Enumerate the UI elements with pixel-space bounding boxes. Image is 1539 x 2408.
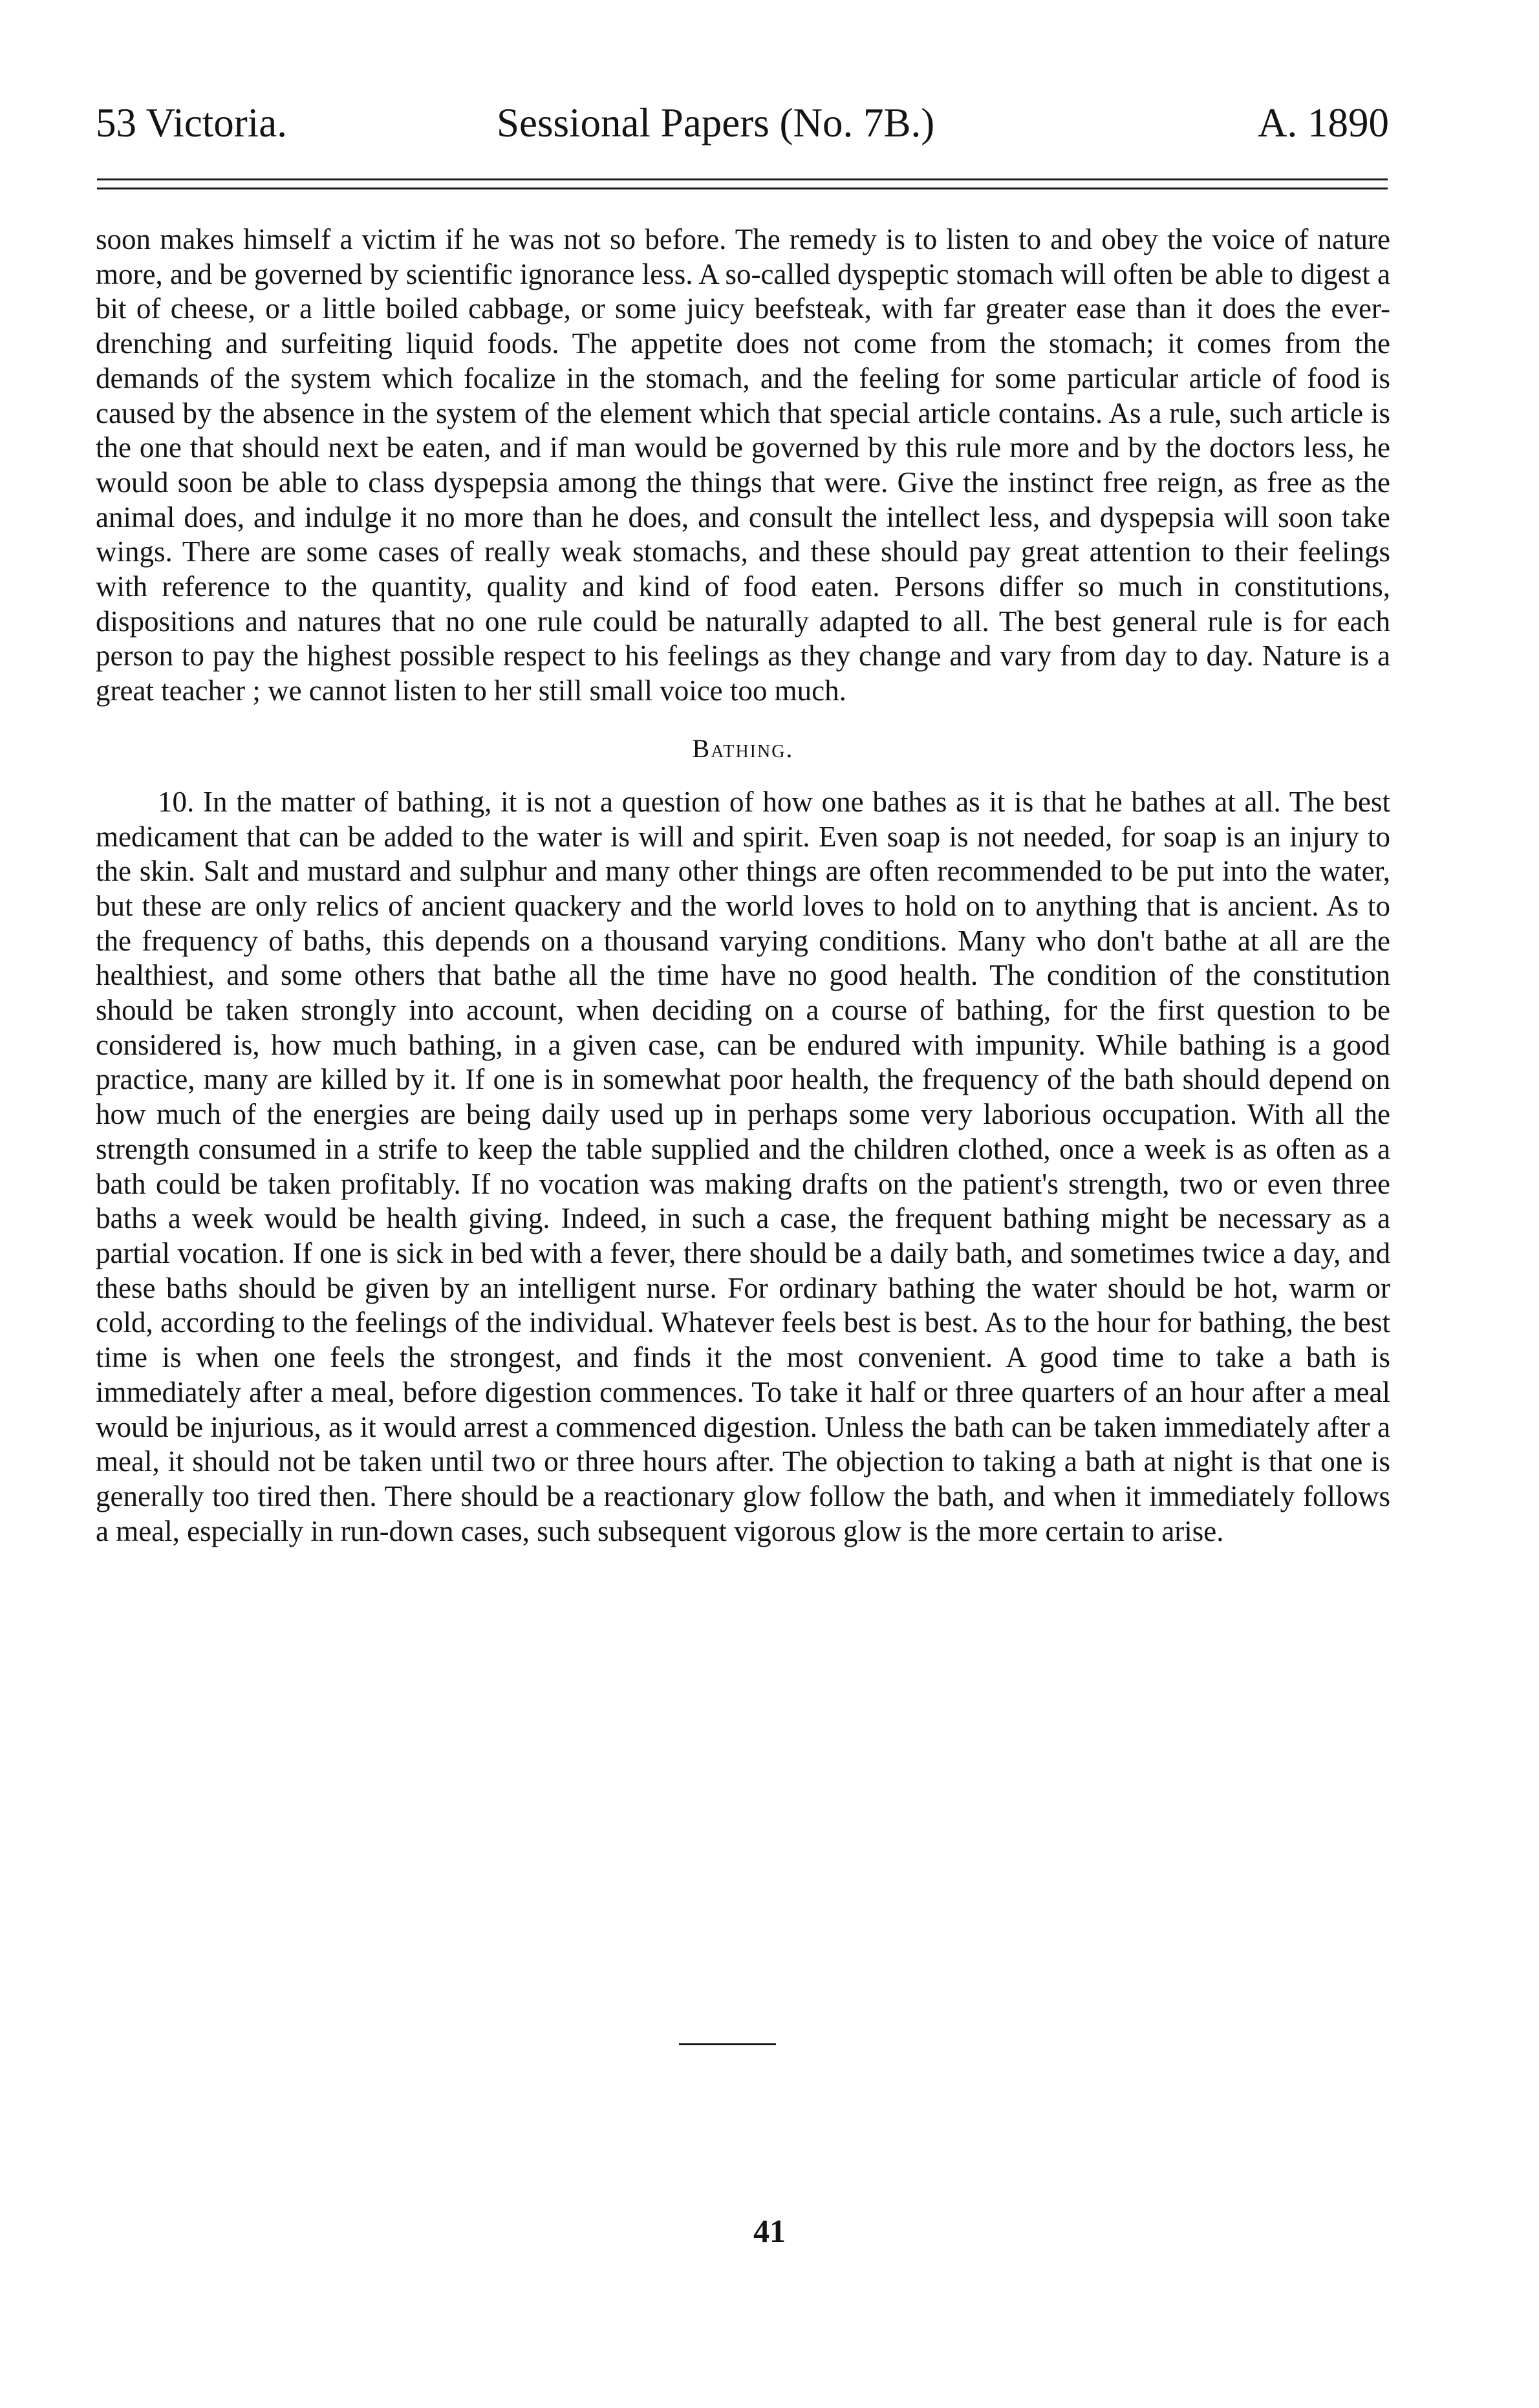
header-rule-top: [97, 178, 1388, 180]
header-rule-bottom: [97, 188, 1388, 189]
running-header: [96, 97, 1389, 149]
header-session: 53 Victoria.: [96, 100, 287, 145]
continued-paragraph: soon makes himself a victim if he was not so before. The remedy is to listen to and obey the voice of nature more, and be governed by scientific ignorance less. A so-called dyspeptic stomach will often be able to digest a bit of cheese, or a little boiled cabbage, or some juicy beefsteak, with far greater ease than it does the ever-drenching and surfeiting liquid foods. The appetite does not come from the stomach; it comes from the demands of the system which focalize in the stomach, and the feeling for some particular article of food is caused by the absence in the system of the element which that special article contains. As a rule, such article is the one that should next be eaten, and if man would be governed by this rule more and by the doctors less, he would soon be able to class dyspepsia among the things that were. Give the instinct free reign, as free as the animal does, and indulge it no more than he does, and consult the intellect less, and dyspepsia will soon take wings. There are some cases of really weak stomachs, and these should pay great attention to their feelings with reference to the quantity, quality and kind of food eaten. Persons differ so much in constitutions, dispositions and natures that no one rule could be naturally adapted to all. The best general rule is for each person to pay the highest possible respect to his feelings as they change and vary from day to day. Nature is a great teacher ; we cannot listen to her still small voice too much.: [96, 223, 1390, 707]
numbered-paragraph: 10. In the matter of bathing, it is not a question of how one bathes as it is that he bathes at all. The best medicament that can be added to the water is will and spirit. Even soap is not needed, for soap is an injury to the skin. Salt and mustard and sulphur and many other things are often recommended to be put into the water, but these are only relics of ancient quackery and the world loves to hold on to anything that is ancient. As to the frequency of baths, this depends on a thousand varying conditions. Many who don't bathe at all are the healthiest, and some others that bathe all the time have no good health. The condition of the constitution should be taken strongly into account, when deciding on a course of bathing, for the first question to be considered is, how much bathing, in a given case, can be endured with impunity. While bathing is a good practice, many are killed by it. If one is in somewhat poor health, the frequency of the bath should depend on how much of the energies are being daily used up in perhaps some very laborious occupation. With all the strength consumed in a strife to keep the table supplied and the children clothed, once a week is as often as a bath could be taken profitably. If no vocation was making drafts on the patient's strength, two or even three baths a week would be health giving. Indeed, in such a case, the frequent bathing might be necessary as a partial vocation. If one is sick in bed with a fever, there should be a daily bath, and sometimes twice a day, and these baths should be given by an intelligent nurse. For ordinary bathing the water should be hot, warm or cold, according to the feelings of the individual. Whatever feels best is best. As to the hour for bathing, the best time is when one feels the strongest, and finds it the most convenient. A good time to take a bath is immediately after a meal, before digestion commences. To take it half or three quarters of an hour after a meal would be injurious, as it would arrest a commenced digestion. Unless the bath can be taken immediately after a meal, it should not be taken until two or three hours after. The objection to taking a bath at night is that one is generally too tired then. There should be a reactionary glow follow the bath, and when it immediately follows a meal, especially in run-down cases, such subsequent vigorous glow is the more certain to arise.: [96, 785, 1390, 1547]
page-number: 41: [753, 2213, 786, 2249]
header-document-title: Sessional Papers (No. 7B.): [497, 100, 935, 145]
page-body: [96, 222, 1390, 1549]
end-of-text-rule: [679, 2043, 776, 2045]
section-heading: Bathing.: [692, 733, 794, 763]
header-year: A. 1890: [1258, 100, 1389, 145]
